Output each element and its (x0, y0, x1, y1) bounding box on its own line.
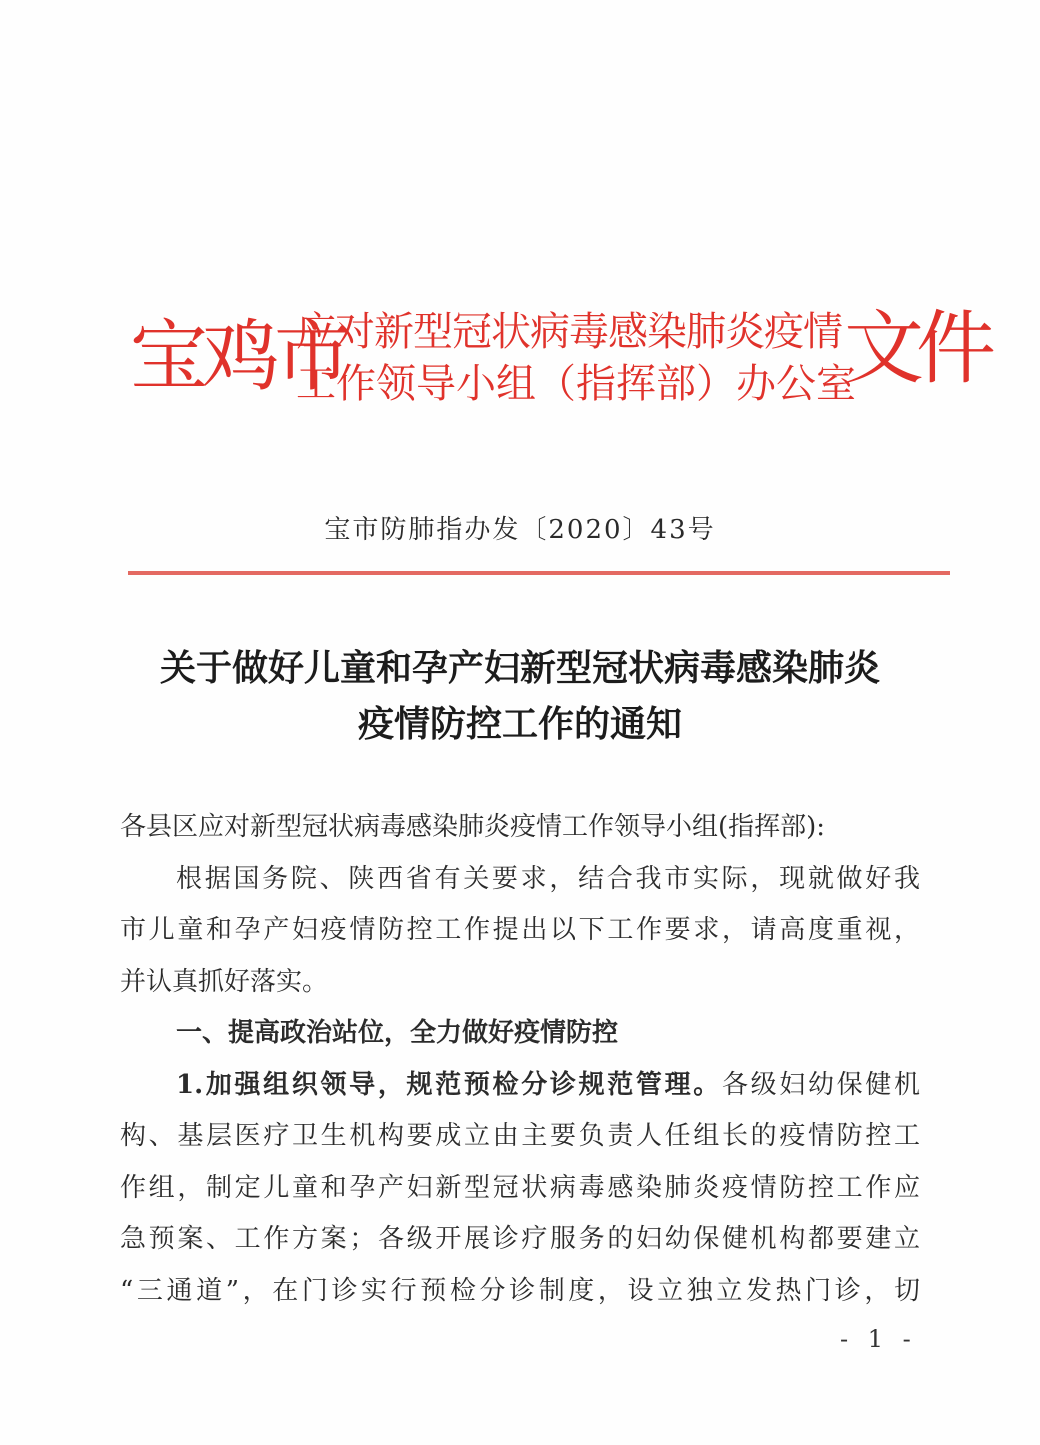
item-1-line-3: 作组，制定儿童和孕产妇新型冠状病毒感染肺炎疫情防控工作应 (120, 1172, 920, 1203)
paragraph-1-line-3: 并认真抓好落实。 (120, 966, 329, 997)
document-body (120, 802, 920, 1317)
item-1-line-1 (120, 1060, 920, 1112)
paragraph-1-line-1: 根据国务院、陕西省有关要求，结合我市实际，现就做好我 (176, 863, 920, 894)
paragraph-1-line-2: 市儿童和孕产妇疫情防控工作提出以下工作要求，请高度重视， (120, 915, 920, 945)
letterhead-office-name (296, 306, 856, 410)
item-1-heading: 1.加强组织领导，规范预检分诊规范管理。 (176, 1069, 722, 1100)
title-line-2: 疫情防控工作的通知 (357, 703, 682, 745)
red-letterhead (130, 300, 988, 420)
page-number: - 1 - (840, 1325, 917, 1353)
item-1-line-5: “三通道”，在门诊实行预检分诊制度，设立独立发热门诊，切 (120, 1275, 920, 1306)
title-line-1: 关于做好儿童和孕产妇新型冠状病毒感染肺炎 (159, 647, 880, 689)
item-1-text-start: 各级妇幼保健机 (721, 1069, 920, 1100)
item-1-line-4: 急预案、工作方案；各级开展诊疗服务的妇幼保健机构都要建立 (120, 1224, 920, 1254)
document-number: 宝市防肺指办发〔2020〕43号 (324, 515, 716, 545)
letterhead-line-1: 应对新型冠状病毒感染肺炎疫情 (296, 309, 842, 355)
item-1-line-2: 构、基层医疗卫生机构要成立由主要负责人任组长的疫情防控工 (120, 1121, 920, 1151)
letterhead-line-2: 工作领导小组（指挥部）办公室 (296, 361, 856, 407)
letterhead-document-word: 文件 (844, 302, 988, 395)
letterhead-city: 宝鸡市 (130, 312, 347, 402)
section-heading-1: 一、提高政治站位，全力做好疫情防控 (176, 1018, 619, 1048)
salutation: 各县区应对新型冠状病毒感染肺炎疫情工作领导小组(指挥部): (120, 812, 826, 842)
red-divider-line (128, 571, 950, 575)
document-title (100, 640, 940, 752)
